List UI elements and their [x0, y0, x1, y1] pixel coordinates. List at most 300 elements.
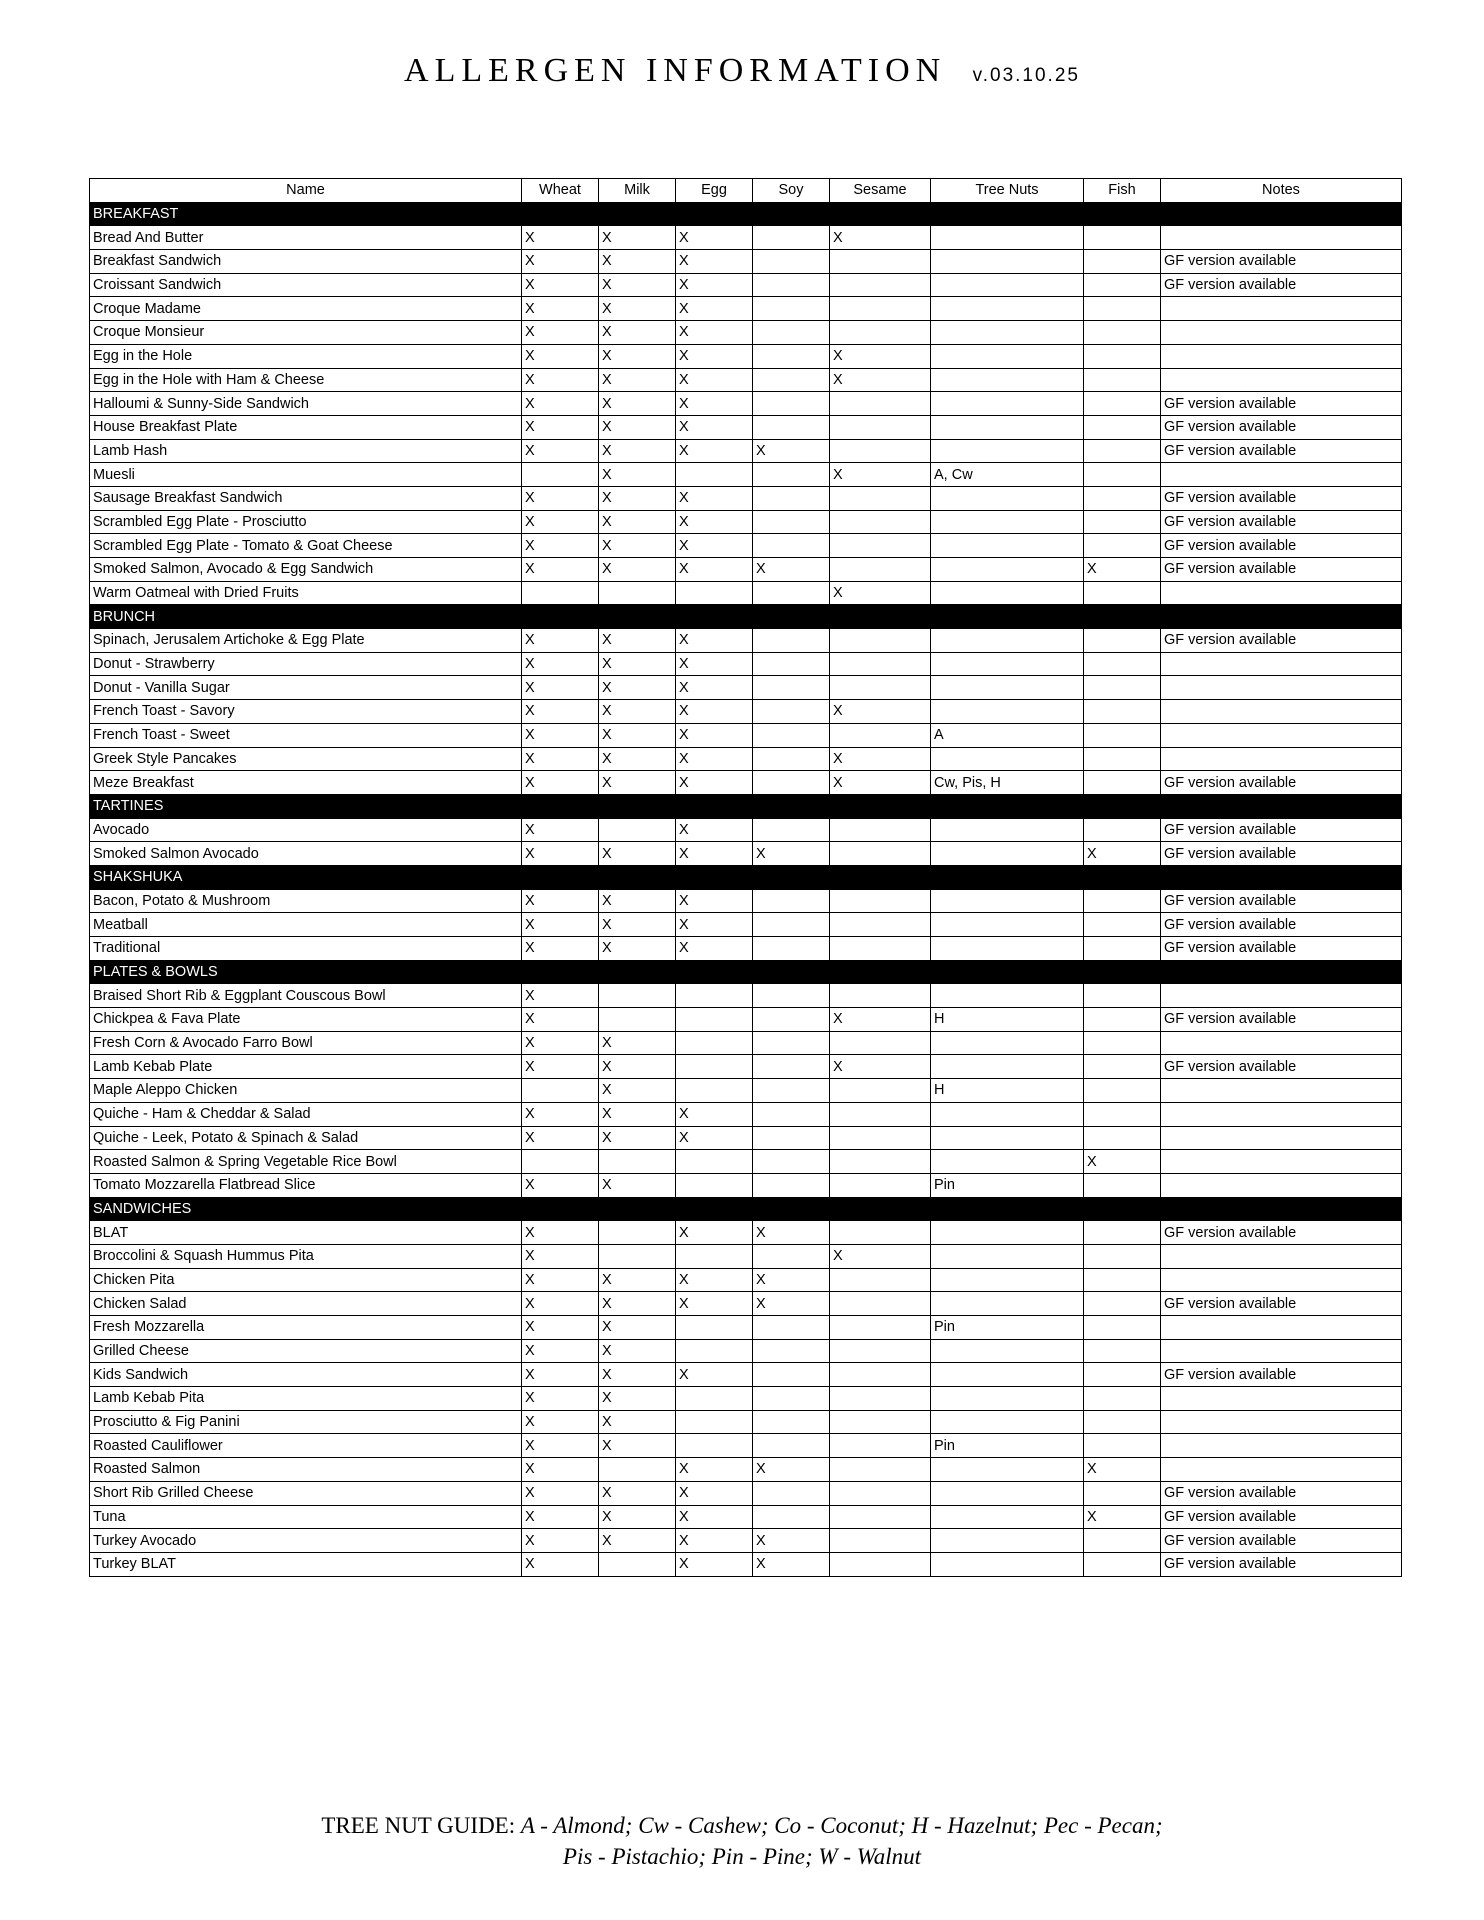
cell-sesame: X	[830, 1055, 931, 1079]
cell-soy	[753, 1055, 830, 1079]
cell-soy	[753, 1505, 830, 1529]
cell-egg: X	[676, 723, 753, 747]
cell-wheat: X	[522, 1221, 599, 1245]
cell-wheat: X	[522, 1316, 599, 1340]
table-row	[90, 1434, 1402, 1458]
cell-tree-nuts	[931, 842, 1084, 866]
table-row	[90, 747, 1402, 771]
section-header-row	[90, 960, 1402, 984]
cell-name: Roasted Salmon	[90, 1458, 522, 1482]
cell-name: Scrambled Egg Plate - Tomato & Goat Cheese	[90, 534, 522, 558]
cell-notes	[1161, 1458, 1402, 1482]
cell-soy	[753, 1173, 830, 1197]
table-row	[90, 1410, 1402, 1434]
cell-egg: X	[676, 486, 753, 510]
cell-name: Traditional	[90, 937, 522, 961]
cell-name: Breakfast Sandwich	[90, 250, 522, 274]
cell-fish	[1084, 273, 1161, 297]
cell-tree-nuts	[931, 534, 1084, 558]
cell-milk: X	[599, 510, 676, 534]
tree-nut-guide-label: TREE NUT GUIDE:	[321, 1813, 516, 1838]
cell-fish	[1084, 1363, 1161, 1387]
cell-milk: X	[599, 273, 676, 297]
cell-fish	[1084, 1481, 1161, 1505]
cell-soy	[753, 415, 830, 439]
cell-wheat	[522, 463, 599, 487]
table-row	[90, 652, 1402, 676]
cell-notes: GF version available	[1161, 818, 1402, 842]
cell-sesame	[830, 392, 931, 416]
cell-egg: X	[676, 392, 753, 416]
cell-wheat: X	[522, 1410, 599, 1434]
cell-tree-nuts	[931, 676, 1084, 700]
cell-milk: X	[599, 1529, 676, 1553]
cell-egg: X	[676, 771, 753, 795]
cell-tree-nuts	[931, 1031, 1084, 1055]
cell-milk: X	[599, 889, 676, 913]
cell-egg: X	[676, 297, 753, 321]
cell-notes	[1161, 1126, 1402, 1150]
table-row	[90, 818, 1402, 842]
table-body	[90, 202, 1402, 1576]
table-row	[90, 842, 1402, 866]
cell-milk: X	[599, 439, 676, 463]
cell-milk	[599, 1244, 676, 1268]
column-header-sesame: Sesame	[830, 179, 931, 203]
cell-fish	[1084, 439, 1161, 463]
cell-soy	[753, 1102, 830, 1126]
cell-milk: X	[599, 1031, 676, 1055]
cell-sesame	[830, 913, 931, 937]
column-header-milk: Milk	[599, 179, 676, 203]
cell-name: Croque Monsieur	[90, 321, 522, 345]
cell-tree-nuts	[931, 250, 1084, 274]
cell-tree-nuts	[931, 486, 1084, 510]
table-row	[90, 1529, 1402, 1553]
cell-soy	[753, 250, 830, 274]
cell-sesame	[830, 842, 931, 866]
cell-name: Scrambled Egg Plate - Prosciutto	[90, 510, 522, 534]
cell-egg	[676, 1410, 753, 1434]
cell-tree-nuts	[931, 581, 1084, 605]
cell-soy: X	[753, 1552, 830, 1576]
cell-notes	[1161, 1339, 1402, 1363]
section-header-row	[90, 202, 1402, 226]
cell-fish	[1084, 1292, 1161, 1316]
cell-name: Fresh Corn & Avocado Farro Bowl	[90, 1031, 522, 1055]
cell-fish	[1084, 226, 1161, 250]
cell-wheat: X	[522, 1529, 599, 1553]
cell-name: Roasted Cauliflower	[90, 1434, 522, 1458]
cell-soy	[753, 1410, 830, 1434]
cell-wheat: X	[522, 368, 599, 392]
cell-notes: GF version available	[1161, 439, 1402, 463]
cell-notes: GF version available	[1161, 1529, 1402, 1553]
cell-name: BLAT	[90, 1221, 522, 1245]
cell-name: Tuna	[90, 1505, 522, 1529]
cell-wheat: X	[522, 723, 599, 747]
cell-egg	[676, 463, 753, 487]
table-row	[90, 1481, 1402, 1505]
section-header-row	[90, 794, 1402, 818]
table-row	[90, 581, 1402, 605]
cell-sesame	[830, 1363, 931, 1387]
cell-soy	[753, 534, 830, 558]
cell-fish	[1084, 629, 1161, 653]
cell-sesame: X	[830, 226, 931, 250]
cell-milk: X	[599, 1481, 676, 1505]
cell-egg	[676, 1079, 753, 1103]
cell-wheat: X	[522, 913, 599, 937]
cell-milk: X	[599, 723, 676, 747]
table-row	[90, 558, 1402, 582]
table-row	[90, 1173, 1402, 1197]
cell-wheat: X	[522, 1102, 599, 1126]
cell-tree-nuts	[931, 1552, 1084, 1576]
cell-sesame	[830, 250, 931, 274]
cell-milk: X	[599, 1268, 676, 1292]
cell-sesame	[830, 889, 931, 913]
table-row	[90, 1458, 1402, 1482]
cell-sesame	[830, 723, 931, 747]
cell-fish	[1084, 1552, 1161, 1576]
cell-milk: X	[599, 1410, 676, 1434]
cell-soy	[753, 392, 830, 416]
cell-egg: X	[676, 439, 753, 463]
cell-soy	[753, 344, 830, 368]
cell-tree-nuts	[931, 321, 1084, 345]
cell-fish	[1084, 368, 1161, 392]
cell-milk: X	[599, 321, 676, 345]
cell-egg: X	[676, 937, 753, 961]
cell-soy	[753, 1481, 830, 1505]
cell-wheat	[522, 1079, 599, 1103]
cell-name: French Toast - Sweet	[90, 723, 522, 747]
cell-sesame	[830, 1102, 931, 1126]
cell-soy	[753, 818, 830, 842]
cell-milk	[599, 1008, 676, 1032]
table-row	[90, 510, 1402, 534]
table-row	[90, 1102, 1402, 1126]
cell-wheat: X	[522, 1008, 599, 1032]
section-title: BREAKFAST	[90, 202, 1402, 226]
cell-egg: X	[676, 1268, 753, 1292]
cell-wheat: X	[522, 937, 599, 961]
table-row	[90, 534, 1402, 558]
cell-milk: X	[599, 771, 676, 795]
cell-egg	[676, 581, 753, 605]
cell-fish	[1084, 1410, 1161, 1434]
cell-wheat: X	[522, 771, 599, 795]
cell-tree-nuts: A	[931, 723, 1084, 747]
cell-tree-nuts	[931, 1150, 1084, 1174]
cell-name: Avocado	[90, 818, 522, 842]
cell-tree-nuts	[931, 818, 1084, 842]
section-title: PLATES & BOWLS	[90, 960, 1402, 984]
column-header-tree-nuts: Tree Nuts	[931, 179, 1084, 203]
cell-soy	[753, 297, 830, 321]
cell-milk: X	[599, 1339, 676, 1363]
table-row	[90, 1552, 1402, 1576]
cell-egg: X	[676, 273, 753, 297]
section-header-row	[90, 605, 1402, 629]
cell-soy	[753, 486, 830, 510]
table-row	[90, 1292, 1402, 1316]
cell-tree-nuts	[931, 652, 1084, 676]
cell-name: House Breakfast Plate	[90, 415, 522, 439]
allergen-table	[89, 178, 1402, 1577]
cell-fish	[1084, 534, 1161, 558]
cell-tree-nuts	[931, 984, 1084, 1008]
cell-fish	[1084, 1221, 1161, 1245]
cell-sesame	[830, 1221, 931, 1245]
cell-name: Broccolini & Squash Hummus Pita	[90, 1244, 522, 1268]
cell-egg: X	[676, 842, 753, 866]
cell-milk: X	[599, 937, 676, 961]
cell-name: Smoked Salmon, Avocado & Egg Sandwich	[90, 558, 522, 582]
cell-sesame	[830, 652, 931, 676]
cell-notes	[1161, 1268, 1402, 1292]
cell-soy	[753, 652, 830, 676]
cell-sesame	[830, 1150, 931, 1174]
cell-notes	[1161, 226, 1402, 250]
table-row	[90, 629, 1402, 653]
cell-egg: X	[676, 818, 753, 842]
cell-sesame	[830, 1552, 931, 1576]
cell-soy: X	[753, 1458, 830, 1482]
cell-fish: X	[1084, 1458, 1161, 1482]
cell-milk: X	[599, 1363, 676, 1387]
cell-sesame	[830, 1339, 931, 1363]
cell-milk: X	[599, 344, 676, 368]
table-row	[90, 392, 1402, 416]
cell-wheat: X	[522, 700, 599, 724]
cell-name: French Toast - Savory	[90, 700, 522, 724]
cell-sesame	[830, 1529, 931, 1553]
table-row	[90, 1031, 1402, 1055]
tree-nut-guide-text-1: A - Almond; Cw - Cashew; Co - Coconut; H - Hazelnut; Pec - Pecan;	[520, 1813, 1163, 1838]
cell-tree-nuts	[931, 1339, 1084, 1363]
cell-name: Quiche - Leek, Potato & Spinach & Salad	[90, 1126, 522, 1150]
cell-egg	[676, 1008, 753, 1032]
cell-milk: X	[599, 700, 676, 724]
cell-fish	[1084, 581, 1161, 605]
cell-egg: X	[676, 1552, 753, 1576]
cell-milk: X	[599, 1173, 676, 1197]
cell-notes	[1161, 1173, 1402, 1197]
cell-wheat: X	[522, 818, 599, 842]
cell-notes: GF version available	[1161, 1505, 1402, 1529]
cell-egg: X	[676, 1363, 753, 1387]
cell-tree-nuts	[931, 344, 1084, 368]
header-row	[90, 179, 1402, 203]
cell-tree-nuts	[931, 1458, 1084, 1482]
table-row	[90, 344, 1402, 368]
cell-notes: GF version available	[1161, 629, 1402, 653]
cell-fish	[1084, 676, 1161, 700]
table-row	[90, 250, 1402, 274]
cell-wheat: X	[522, 510, 599, 534]
cell-name: Prosciutto & Fig Panini	[90, 1410, 522, 1434]
cell-egg: X	[676, 415, 753, 439]
cell-tree-nuts	[931, 1481, 1084, 1505]
cell-notes	[1161, 1150, 1402, 1174]
cell-notes	[1161, 1102, 1402, 1126]
cell-fish	[1084, 1126, 1161, 1150]
cell-notes	[1161, 581, 1402, 605]
cell-sesame	[830, 1031, 931, 1055]
cell-tree-nuts	[931, 1410, 1084, 1434]
cell-soy	[753, 889, 830, 913]
cell-sesame	[830, 321, 931, 345]
cell-fish	[1084, 344, 1161, 368]
cell-egg: X	[676, 558, 753, 582]
cell-milk	[599, 581, 676, 605]
cell-sesame	[830, 1434, 931, 1458]
cell-sesame	[830, 1387, 931, 1411]
cell-egg	[676, 1434, 753, 1458]
cell-soy: X	[753, 1292, 830, 1316]
cell-wheat: X	[522, 439, 599, 463]
cell-sesame	[830, 818, 931, 842]
cell-sesame: X	[830, 463, 931, 487]
cell-name: Grilled Cheese	[90, 1339, 522, 1363]
cell-wheat: X	[522, 1339, 599, 1363]
cell-wheat: X	[522, 1363, 599, 1387]
cell-soy	[753, 226, 830, 250]
cell-tree-nuts	[931, 629, 1084, 653]
cell-wheat	[522, 1150, 599, 1174]
cell-milk: X	[599, 463, 676, 487]
cell-soy: X	[753, 842, 830, 866]
cell-notes: GF version available	[1161, 937, 1402, 961]
cell-milk: X	[599, 486, 676, 510]
cell-wheat: X	[522, 889, 599, 913]
cell-name: Donut - Vanilla Sugar	[90, 676, 522, 700]
table-row	[90, 415, 1402, 439]
cell-tree-nuts: Pin	[931, 1173, 1084, 1197]
cell-soy	[753, 1126, 830, 1150]
cell-milk: X	[599, 1505, 676, 1529]
cell-wheat	[522, 581, 599, 605]
cell-milk: X	[599, 676, 676, 700]
cell-fish	[1084, 1102, 1161, 1126]
cell-name: Lamb Hash	[90, 439, 522, 463]
cell-name: Short Rib Grilled Cheese	[90, 1481, 522, 1505]
cell-egg: X	[676, 1505, 753, 1529]
cell-egg: X	[676, 1102, 753, 1126]
cell-notes	[1161, 321, 1402, 345]
cell-sesame	[830, 1458, 931, 1482]
cell-sesame	[830, 984, 931, 1008]
cell-soy: X	[753, 1529, 830, 1553]
cell-fish	[1084, 510, 1161, 534]
cell-egg: X	[676, 250, 753, 274]
cell-wheat: X	[522, 1173, 599, 1197]
cell-milk: X	[599, 1292, 676, 1316]
cell-tree-nuts	[931, 273, 1084, 297]
cell-milk: X	[599, 534, 676, 558]
cell-name: Lamb Kebab Plate	[90, 1055, 522, 1079]
cell-sesame	[830, 273, 931, 297]
cell-egg: X	[676, 1481, 753, 1505]
table-row	[90, 1244, 1402, 1268]
cell-wheat: X	[522, 629, 599, 653]
cell-name: Spinach, Jerusalem Artichoke & Egg Plate	[90, 629, 522, 653]
cell-tree-nuts	[931, 1055, 1084, 1079]
cell-egg: X	[676, 629, 753, 653]
table-row	[90, 226, 1402, 250]
cell-milk	[599, 1150, 676, 1174]
cell-tree-nuts: Pin	[931, 1316, 1084, 1340]
cell-notes: GF version available	[1161, 842, 1402, 866]
cell-sesame	[830, 1292, 931, 1316]
cell-fish	[1084, 250, 1161, 274]
cell-wheat: X	[522, 534, 599, 558]
cell-tree-nuts	[931, 889, 1084, 913]
cell-wheat: X	[522, 250, 599, 274]
cell-tree-nuts	[931, 368, 1084, 392]
cell-wheat: X	[522, 652, 599, 676]
cell-wheat: X	[522, 1055, 599, 1079]
cell-notes: GF version available	[1161, 392, 1402, 416]
table-row	[90, 1363, 1402, 1387]
table-row	[90, 1387, 1402, 1411]
cell-fish	[1084, 747, 1161, 771]
table-row	[90, 913, 1402, 937]
cell-tree-nuts	[931, 1268, 1084, 1292]
cell-egg: X	[676, 700, 753, 724]
cell-wheat: X	[522, 1387, 599, 1411]
cell-notes: GF version available	[1161, 273, 1402, 297]
table-row	[90, 1055, 1402, 1079]
cell-fish	[1084, 937, 1161, 961]
cell-egg	[676, 1387, 753, 1411]
table-row	[90, 1079, 1402, 1103]
cell-milk: X	[599, 226, 676, 250]
table-row	[90, 463, 1402, 487]
cell-milk: X	[599, 415, 676, 439]
column-header-soy: Soy	[753, 179, 830, 203]
cell-notes	[1161, 984, 1402, 1008]
cell-egg: X	[676, 344, 753, 368]
cell-soy	[753, 1363, 830, 1387]
cell-notes	[1161, 676, 1402, 700]
cell-tree-nuts	[931, 297, 1084, 321]
table-row	[90, 1221, 1402, 1245]
column-header-egg: Egg	[676, 179, 753, 203]
cell-milk: X	[599, 1316, 676, 1340]
cell-egg: X	[676, 1126, 753, 1150]
cell-fish	[1084, 818, 1161, 842]
cell-wheat: X	[522, 1031, 599, 1055]
section-header-row	[90, 1197, 1402, 1221]
cell-egg	[676, 1055, 753, 1079]
cell-egg: X	[676, 747, 753, 771]
cell-egg	[676, 1150, 753, 1174]
cell-name: Meze Breakfast	[90, 771, 522, 795]
cell-notes: GF version available	[1161, 913, 1402, 937]
cell-soy	[753, 984, 830, 1008]
cell-notes: GF version available	[1161, 1008, 1402, 1032]
cell-name: Turkey Avocado	[90, 1529, 522, 1553]
cell-sesame: X	[830, 1008, 931, 1032]
cell-fish	[1084, 1434, 1161, 1458]
cell-egg: X	[676, 226, 753, 250]
cell-egg	[676, 1244, 753, 1268]
cell-notes	[1161, 1316, 1402, 1340]
cell-notes: GF version available	[1161, 1552, 1402, 1576]
